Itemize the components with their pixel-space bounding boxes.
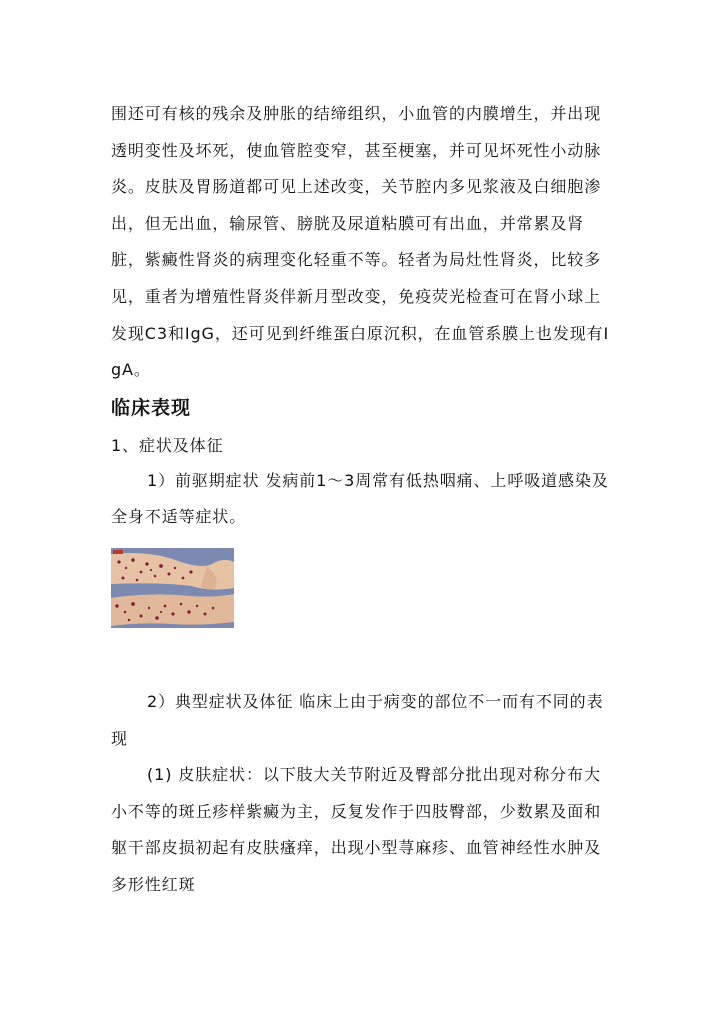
item-typical-symptoms: 2）典型症状及体征 临床上由于病变的部位不一而有不同的表现 — [111, 691, 604, 748]
purpura-legs-photo — [111, 548, 234, 628]
item-prodromal: 1）前驱期症状 发病前1～3周常有低热咽痛、上呼吸道感染及全身不适等症状。 — [111, 470, 609, 527]
section-heading-clinical: 临床表现 — [111, 396, 192, 419]
document-page — [111, 96, 616, 904]
body-paragraph-pathology: 围还可有核的残余及肿胀的结缔组织，小血管的内膜增生，并出现透明变性及坏死，使血管腔变窄，甚至梗塞，并可见坏死性小动脉炎。皮肤及胃肠道都可见上述改变，关节腔内多见浆液及白细胞渗出，但无出血，输尿管、膀胱及尿道粘膜可有出血，并常累及肾脏，紫癜性肾炎的病理变化轻重不等。轻者为局灶性肾炎，比较多见，重者为增殖性肾炎伴新月型改变，免疫荧光检查可在肾小球上发现C3和IgG，还可见到纤维蛋白原沉积，在血管系膜上也发现有IgA。 — [111, 104, 610, 380]
item-skin-symptoms: (1) 皮肤症状：以下肢大关节附近及臀部分批出现对称分布大小不等的斑丘疹样紫癜为主，反复发作于四肢臀部，少数累及面和躯干部皮损初起有皮肤瘙痒，出现小型荨麻疹、血管神经性水肿及多形性红斑 — [111, 765, 602, 894]
subsection-symptoms: 1、症状及体征 — [111, 435, 224, 455]
